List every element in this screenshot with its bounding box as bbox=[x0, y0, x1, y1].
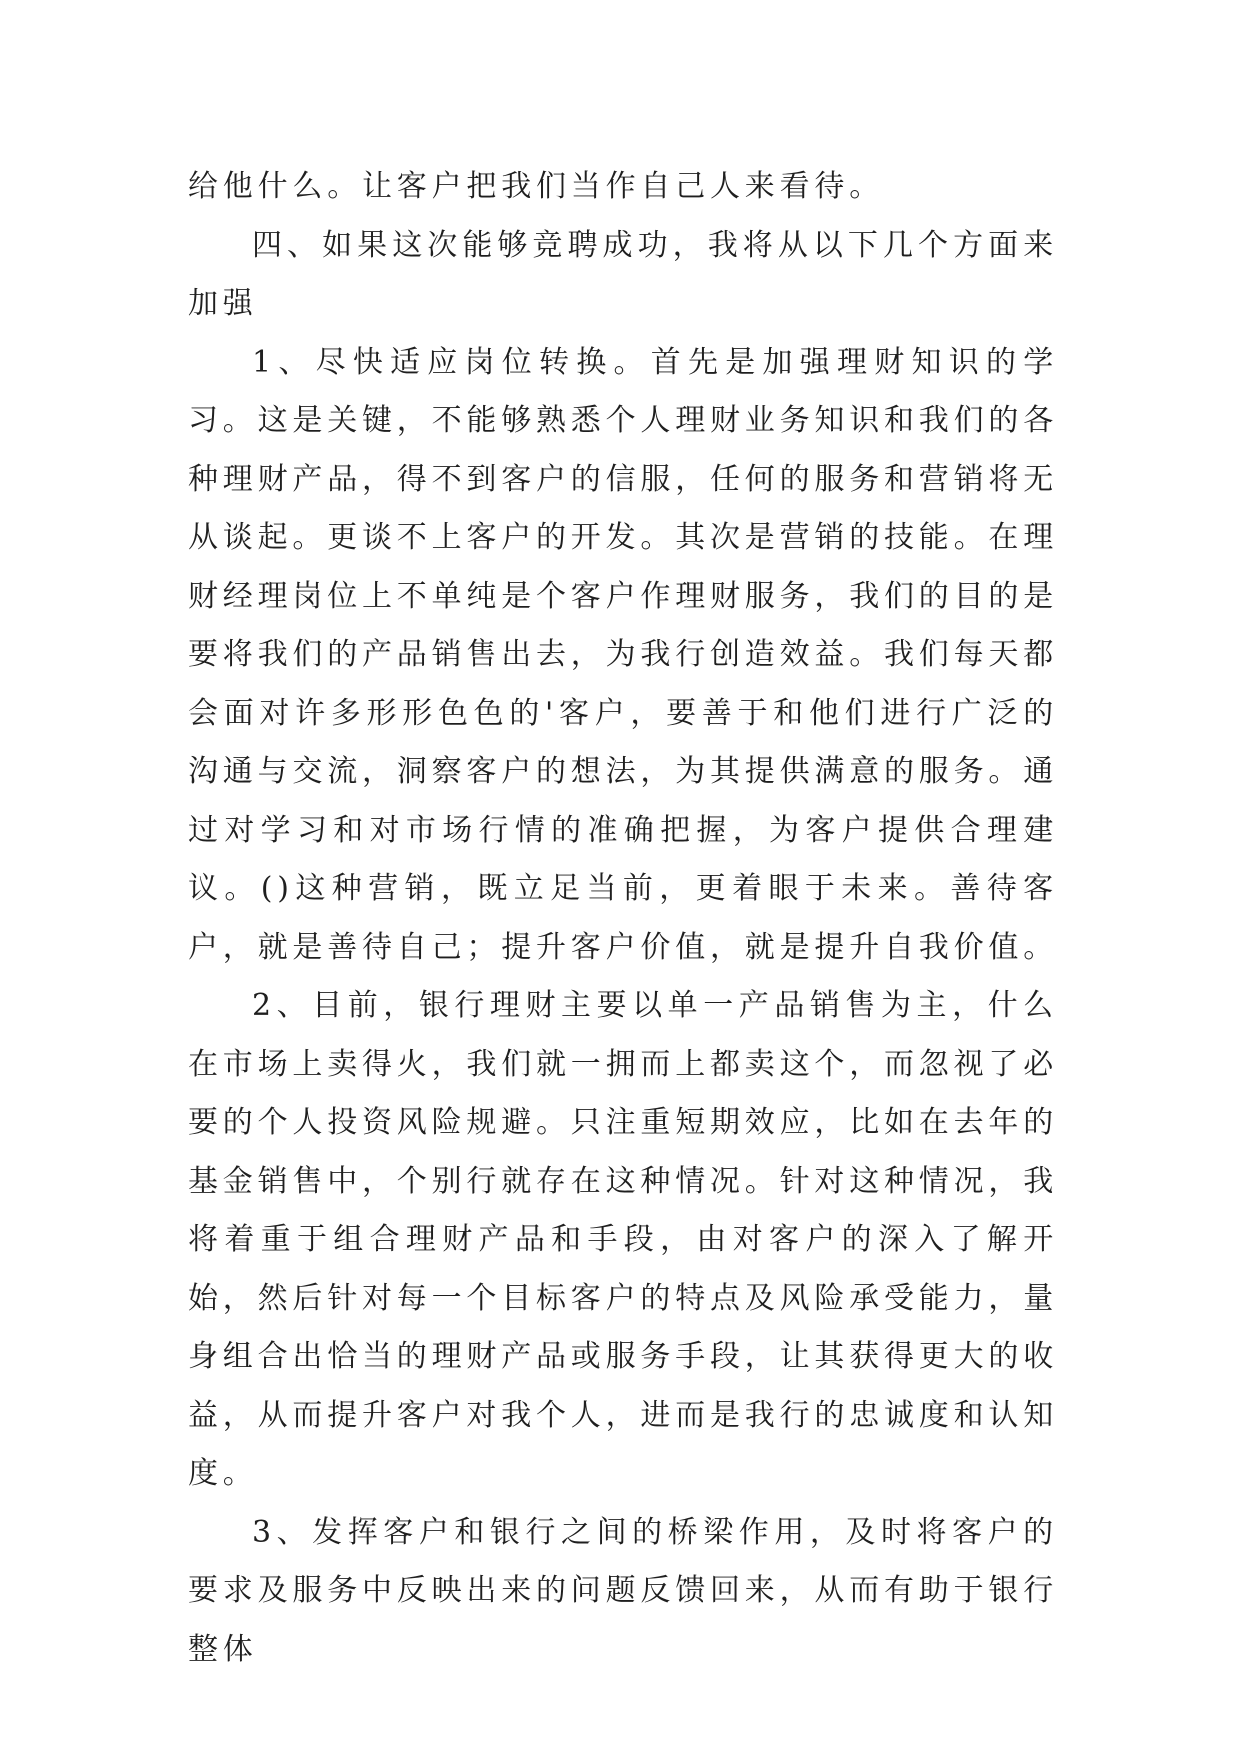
document-body bbox=[188, 158, 1058, 1679]
paragraph-item-1: 1、尽快适应岗位转换。首先是加强理财知识的学习。这是关键，不能够熟悉个人理财业务知识和我们的各种理财产品，得不到客户的信服，任何的服务和营销将无从谈起。更谈不上客户的开发。其次是营销的技能。在理财经理岗位上不单纯是个客户作理财服务，我们的目的是要将我们的产品销售出去，为我行创造效益。我们每天都会面对许多形形色色的'客户，要善于和他们进行广泛的沟通与交流，洞察客户的想法，为其提供满意的服务。通过对学习和对市场行情的准确把握，为客户提供合理建议。()这种营销，既立足当前，更着眼于未来。善待客户，就是善待自己；提升客户价值，就是提升自我价值。 bbox=[188, 344, 1058, 965]
paragraph-continuation: 给他什么。让客户把我们当作自己人来看待。 bbox=[188, 169, 884, 204]
paragraph-item-2: 2、目前，银行理财主要以单一产品销售为主，什么在市场上卖得火，我们就一拥而上都卖这个，而忽视了必要的个人投资风险规避。只注重短期效应，比如在去年的基金销售中，个别行就存在这种情况。针对这种情况，我将着重于组合理财产品和手段，由对客户的深入了解开始，然后针对每一个目标客户的特点及风险承受能力，量身组合出恰当的理财产品或服务手段，让其获得更大的收益，从而提升客户对我个人，进而是我行的忠诚度和认知度。 bbox=[188, 988, 1058, 1491]
paragraph-section-four-heading: 四、如果这次能够竞聘成功，我将从以下几个方面来加强 bbox=[188, 227, 1058, 321]
paragraph-item-3: 3、发挥客户和银行之间的桥梁作用，及时将客户的要求及服务中反映出来的问题反馈回来，从而有助于银行整体 bbox=[188, 1514, 1058, 1667]
